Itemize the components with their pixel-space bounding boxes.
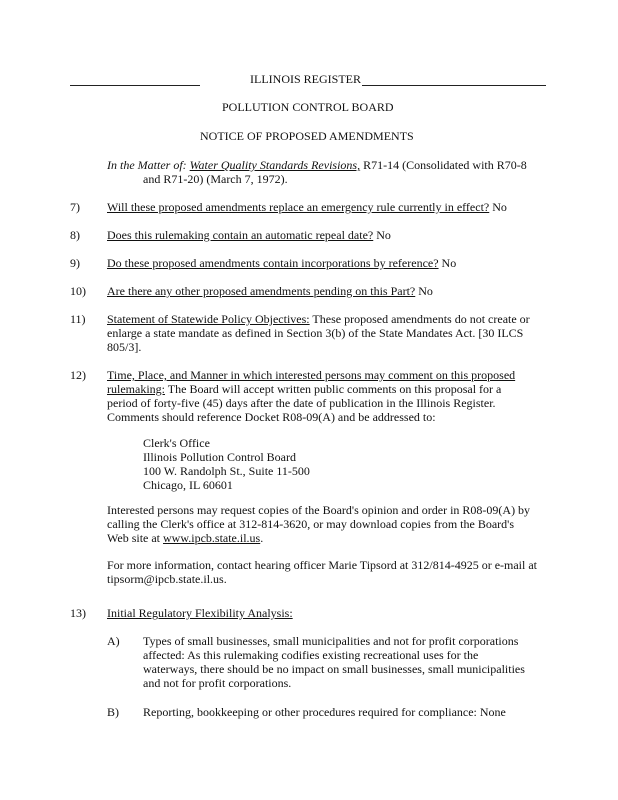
item-10-number: 10): [70, 284, 86, 298]
item-13-a-line-3: waterways, there should be no impact on small businesses, small municipalities: [143, 662, 525, 676]
item-13-a-label: A): [107, 634, 120, 648]
item-13-a-line-4: and not for profit corporations.: [143, 676, 292, 690]
item-7: [107, 200, 507, 214]
item-12-line-3: period of forty-five (45) days after the date of publication in the Illinois Register.: [107, 396, 496, 410]
header-rule-left: [70, 85, 200, 86]
copies-text-3-end: .: [260, 531, 264, 545]
item-11-number: 11): [70, 312, 86, 326]
item-7-question: Will these proposed amendments replace an emergency rule currently in effect?: [107, 200, 490, 214]
copies-line-1: Interested persons may request copies of the Board's opinion and order in R08-09(A) by: [107, 503, 531, 517]
item-10-question: Are there any other proposed amendments pending on this Part?: [107, 284, 416, 298]
board-title: POLLUTION CONTROL BOARD: [222, 100, 394, 114]
notice-title: NOTICE OF PROPOSED AMENDMENTS: [200, 129, 414, 143]
item-13-b-answer: None: [479, 705, 506, 719]
address-line: Clerk's Office: [143, 436, 210, 450]
item-12-heading-2: rulemaking:: [107, 382, 165, 396]
item-13-a-line-2: affected: As this rulemaking codifies existing recreational uses for the: [143, 648, 479, 662]
item-12-heading-1: Time, Place, and Manner in which interested persons may comment on this proposed: [107, 368, 516, 382]
register-title: ILLINOIS REGISTER: [250, 72, 361, 86]
item-7-number: 7): [70, 200, 80, 214]
item-11-heading: Statement of Statewide Policy Objectives:: [107, 312, 310, 326]
info-line-2: tipsorm@ipcb.state.il.us.: [107, 572, 227, 586]
address-line: Illinois Pollution Control Board: [143, 450, 297, 464]
item-8-number: 8): [70, 228, 80, 242]
matter-line-2: and R71-20) (March 7, 1972).: [143, 172, 288, 186]
matter-title: Water Quality Standards Revisions,: [189, 158, 361, 172]
item-9-answer: No: [441, 256, 457, 270]
item-13-b-line: [143, 705, 506, 719]
clerk-address: [143, 436, 310, 492]
item-11-line-3: 805/3].: [107, 340, 142, 354]
item-12-line-2: [107, 382, 501, 396]
copies-line-2: calling the Clerk's office at 312-814-3620, or may download copies from the Board's: [107, 517, 515, 531]
header-rule-right: [362, 85, 546, 86]
address-line: Chicago, IL 60601: [143, 478, 233, 492]
item-12-number: 12): [70, 368, 86, 382]
item-11-text-1: These proposed amendments do not create or: [312, 312, 530, 326]
copies-text-3: Web site at: [107, 531, 164, 545]
item-12-text-2: The Board will accept written public comments on this proposal for a: [167, 382, 502, 396]
item-13-a-line-1: Types of small businesses, small municipalities and not for profit corporations: [143, 634, 519, 648]
item-8-question: Does this rulemaking contain an automatic repeal date?: [107, 228, 374, 242]
item-10-answer: No: [418, 284, 433, 298]
item-12-line-4: Comments should reference Docket R08-09(A) and be addressed to:: [107, 410, 436, 424]
item-9-number: 9): [70, 256, 80, 270]
website-link[interactable]: www.ipcb.state.il.us: [163, 531, 261, 545]
item-9-question: Do these proposed amendments contain incorporations by reference?: [107, 256, 439, 270]
item-10: [107, 284, 433, 298]
copies-line-3: [107, 531, 263, 545]
info-line-1: For more information, contact hearing officer Marie Tipsord at 312/814-4925 or e-mail at: [107, 558, 538, 572]
matter-rest-1: R71-14 (Consolidated with R70-8: [360, 158, 527, 172]
item-9: [107, 256, 456, 270]
item-13-heading: Initial Regulatory Flexibility Analysis:: [107, 606, 293, 620]
item-8: [107, 228, 391, 242]
item-8-answer: No: [376, 228, 391, 242]
matter-line-1: [107, 158, 527, 172]
item-13-number: 13): [70, 606, 86, 620]
item-11-line-2: enlarge a state mandate as defined in Section 3(b) of the State Mandates Act. [30 ILCS: [107, 326, 524, 340]
item-7-answer: No: [492, 200, 507, 214]
matter-prefix: In the Matter of:: [107, 158, 187, 172]
item-13-b-text: Reporting, bookkeeping or other procedures required for compliance:: [143, 705, 477, 719]
address-line: 100 W. Randolph St., Suite 11-500: [143, 464, 310, 478]
item-11-line-1: [107, 312, 530, 326]
item-13-b-label: B): [107, 705, 119, 719]
